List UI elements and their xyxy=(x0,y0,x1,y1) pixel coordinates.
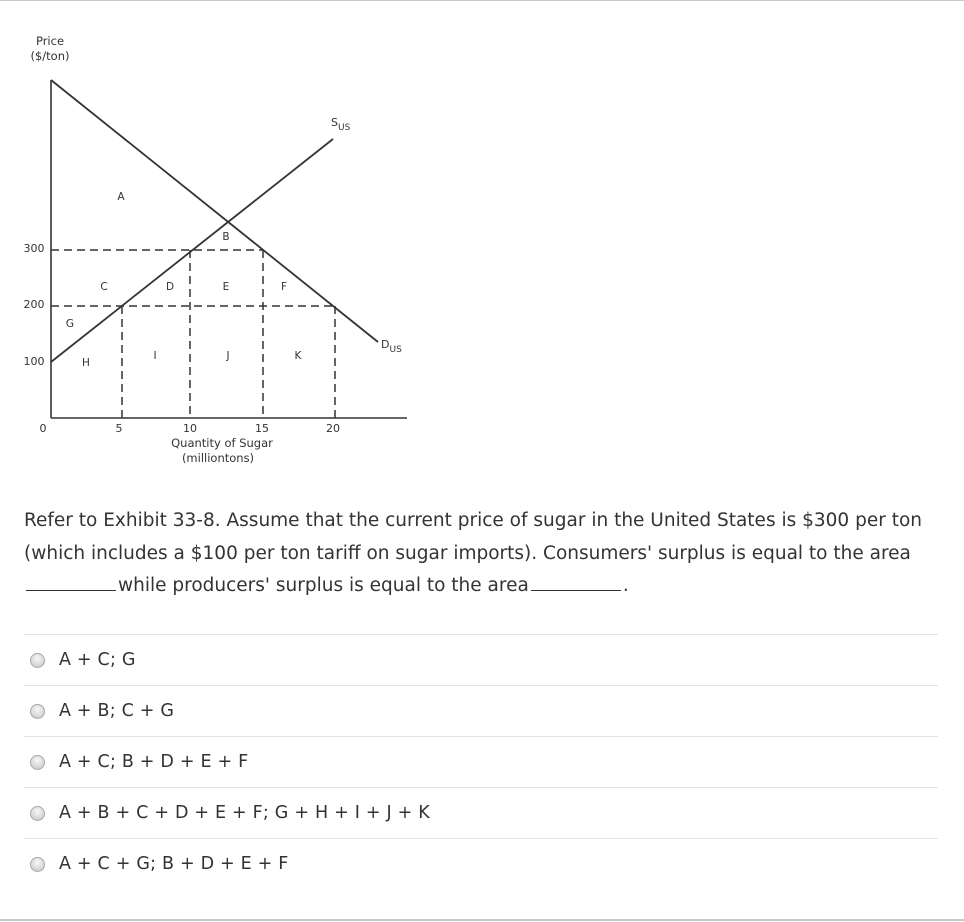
x-tick-5: 5 xyxy=(115,422,123,435)
answer-choice-label: A + B; C + G xyxy=(59,701,175,721)
answer-choice-label: A + C; G xyxy=(59,650,136,670)
radio-button-2[interactable] xyxy=(30,704,45,719)
area-label-g: G xyxy=(65,318,75,330)
area-label-j: J xyxy=(226,350,230,362)
answer-choices xyxy=(24,634,938,889)
question-text xyxy=(24,505,934,603)
y-tick-300: 300 xyxy=(23,242,45,255)
area-label-d: D xyxy=(165,281,175,293)
question-line-2: while producers' surplus is equal to the area xyxy=(118,575,529,596)
radio-button-1[interactable] xyxy=(30,653,45,668)
x-tick-20: 20 xyxy=(326,422,340,435)
answer-choice-label: A + C; B + D + E + F xyxy=(59,752,249,772)
bottom-divider xyxy=(0,919,964,921)
answer-choice-3[interactable] xyxy=(24,736,938,787)
question-line-3: . xyxy=(622,575,629,596)
area-label-i: I xyxy=(153,350,157,362)
x-tick-10: 10 xyxy=(183,422,197,435)
radio-button-4[interactable] xyxy=(30,806,45,821)
answer-choice-4[interactable] xyxy=(24,787,938,838)
answer-choice-2[interactable] xyxy=(24,685,938,736)
supply-curve-label: $S_{US}$ xyxy=(331,116,351,133)
area-label-f: F xyxy=(280,281,288,293)
radio-button-3[interactable] xyxy=(30,755,45,770)
area-label-e: E xyxy=(222,281,230,293)
answer-choice-5[interactable] xyxy=(24,838,938,889)
y-axis-title-line1: Price xyxy=(35,34,65,48)
demand-curve xyxy=(51,80,378,342)
x-axis-title-line2: (milliontons) xyxy=(181,451,255,465)
consumer-surplus-blank xyxy=(26,571,116,591)
area-label-b: B xyxy=(222,231,230,243)
area-label-h: H xyxy=(82,357,90,369)
y-tick-100: 100 xyxy=(23,355,45,368)
y-tick-200: 200 xyxy=(23,298,45,311)
radio-button-5[interactable] xyxy=(30,857,45,872)
y-tick-0: 0 xyxy=(39,422,47,435)
answer-choice-1[interactable] xyxy=(24,634,938,685)
question-line-1: Refer to Exhibit 33-8. Assume that the current price of sugar in the United States is $300 per ton (which includes a $100 per ton tariff on sugar imports). Consumers' surplus is equal to the area xyxy=(24,510,922,564)
x-tick-15: 15 xyxy=(255,422,269,435)
area-label-a: A xyxy=(117,191,125,203)
demand-curve-label: $D_{US}$ xyxy=(381,338,402,355)
area-label-k: K xyxy=(294,350,302,362)
x-axis-title-line1: Quantity of Sugar xyxy=(171,436,273,450)
answer-choice-label: A + B + C + D + E + F; G + H + I + J + K xyxy=(59,803,430,823)
answer-choice-label: A + C + G; B + D + E + F xyxy=(59,854,289,874)
area-label-c: C xyxy=(100,281,108,293)
y-axis-title-line2: ($/ton) xyxy=(30,49,70,63)
producer-surplus-blank xyxy=(531,571,621,591)
